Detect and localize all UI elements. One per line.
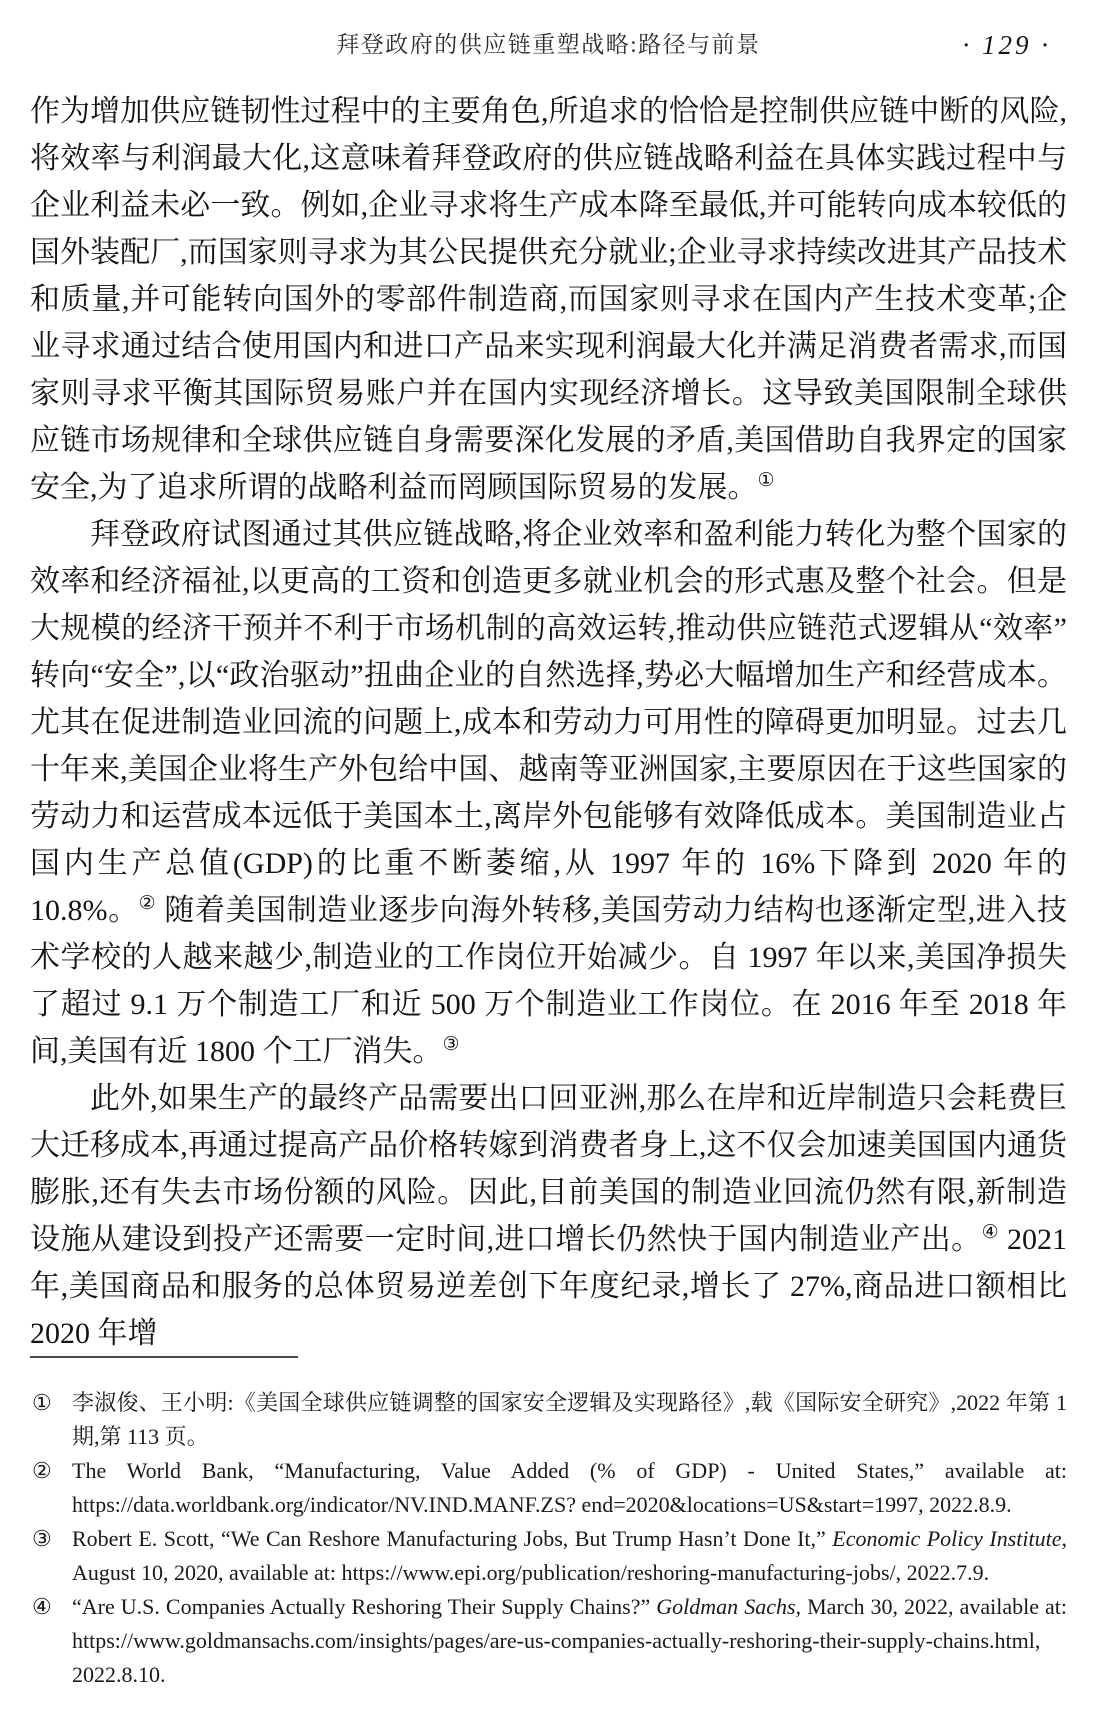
footnote-ref-3: ③ [442,1034,460,1055]
footnote-text: 李淑俊、王小明:《美国全球供应链调整的国家安全逻辑及实现路径》,载《国际安全研究》,2022 年第 1 期,第 113 页。 [72,1390,1067,1449]
footnote-ref-1: ① [757,470,775,491]
article-body [30,88,1067,1357]
footnote-item [30,1386,1067,1454]
footnotes-section [30,1356,1067,1692]
paragraph-text: 拜登政府试图通过其供应链战略,将企业效率和盈利能力转化为整个国家的效率和经济福祉,以更高的工资和创造更多就业机会的形式惠及整个社会。但是大规模的经济干预并不利于市场机制的高效运转,推动供应链范式逻辑从“效率”转向“安全”,以“政治驱动”扭曲企业的自然选择,势必大幅增加生产和经营成本。尤其在促进制造业回流的问题上,成本和劳动力可用性的障碍更加明显。过去几十年来,美国企业将生产外包给中国、越南等亚洲国家,主要原因在于这些国家的劳动力和运营成本远低于美国本土,离岸外包能够有效降低成本。美国制造业占国内生产总值(GDP)的比重不断萎缩,从 1997 年的 16%下降到 2020 年的 10.8%。 [30,518,1067,927]
paragraph-text: 随着美国制造业逐步向海外转移,美国劳动力结构也逐渐定型,进入技术学校的人越来越少,制造业的工作岗位开始减少。自 1997 年以来,美国净损失了超过 9.1 万个制造工厂和近 500 万个制造业工作岗位。在 2016 年至 2018 年间,美国有近 1800 个工厂消失。 [30,894,1067,1068]
footnote-item [30,1454,1067,1522]
footnote-text: , August 10, 2020, available at: https://www.epi.org/publication/reshoring-manufacturing-jobs/, 2022.7.9. [72,1526,1067,1585]
paragraph-text: 此外,如果生产的最终产品需要出口回亚洲,那么在岸和近岸制造只会耗费巨大迁移成本,再通过提高产品价格转嫁到消费者身上,这不仅会加速美国国内通货膨胀,还有失去市场份额的风险。因此,目前美国的制造业回流仍然有限,新制造设施从建设到投产还需要一定时间,进口增长仍然快于国内制造业产出。 [30,1082,1067,1256]
footnote-ref-4: ④ [981,1222,1000,1243]
body-paragraph [30,1075,1067,1357]
footnote-item [30,1590,1067,1692]
running-header [30,28,1067,64]
footnote-text: The World Bank, “Manufacturing, Value Added (% of GDP) - United States,” available at: https://data.worldbank.org/indicator/NV.IND.MANF.ZS? end=2020&locations=US&start=1997, 2022.8.9. [72,1458,1067,1517]
footnote-source-italic: Goldman Sachs [656,1594,796,1619]
footnote-marker: ④ [32,1594,52,1619]
footnote-text: Robert E. Scott, “We Can Reshore Manufacturing Jobs, But Trump Hasn’t Done It,” [72,1526,833,1551]
footnote-text: , March 30, 2022, available at: https://www.goldmansachs.com/insights/pages/are-us-companies-actually-reshoring-their-supply-chains.html, 2022.8.10. [72,1594,1067,1687]
footnote-source-italic: Economic Policy Institute [832,1526,1062,1551]
footnote-text: “Are U.S. Companies Actually Reshoring Their Supply Chains?” [72,1594,657,1619]
paragraph-text: 2021 年,美国商品和服务的总体贸易逆差创下年度纪录,增长了 27%,商品进口额相比 2020 年增 [30,1223,1068,1350]
paragraph-text: 作为增加供应链韧性过程中的主要角色,所追求的恰恰是控制供应链中断的风险,将效率与利润最大化,这意味着拜登政府的供应链战略利益在具体实践过程中与企业利益未必一致。例如,企业寻求将生产成本降至最低,并可能转向成本较低的国外装配厂,而国家则寻求为其公民提供充分就业;企业寻求持续改进其产品技术和质量,并可能转向国外的零部件制造商,而国家则寻求在国内产生技术变革;企业寻求通过结合使用国内和进口产品来实现利润最大化并满足消费者需求,而国家则寻求平衡其国际贸易账户并在国内实现经济增长。这导致美国限制全球供应链市场规律和全球供应链自身需要深化发展的矛盾,美国借助自我界定的国家安全,为了追求所谓的战略利益而罔顾国际贸易的发展。 [30,95,1067,504]
footnote-marker: ② [32,1458,52,1483]
footnote-marker: ① [32,1390,52,1415]
footnote-marker: ③ [32,1526,52,1551]
body-paragraph [30,88,1067,511]
footnote-divider [30,1356,298,1358]
running-header-title: 拜登政府的供应链重塑战略:路径与前景 [336,32,761,57]
body-paragraph [30,511,1067,1075]
footnote-item [30,1522,1067,1590]
footnote-ref-2: ② [138,893,157,914]
page-number: · 129 · [962,30,1051,60]
